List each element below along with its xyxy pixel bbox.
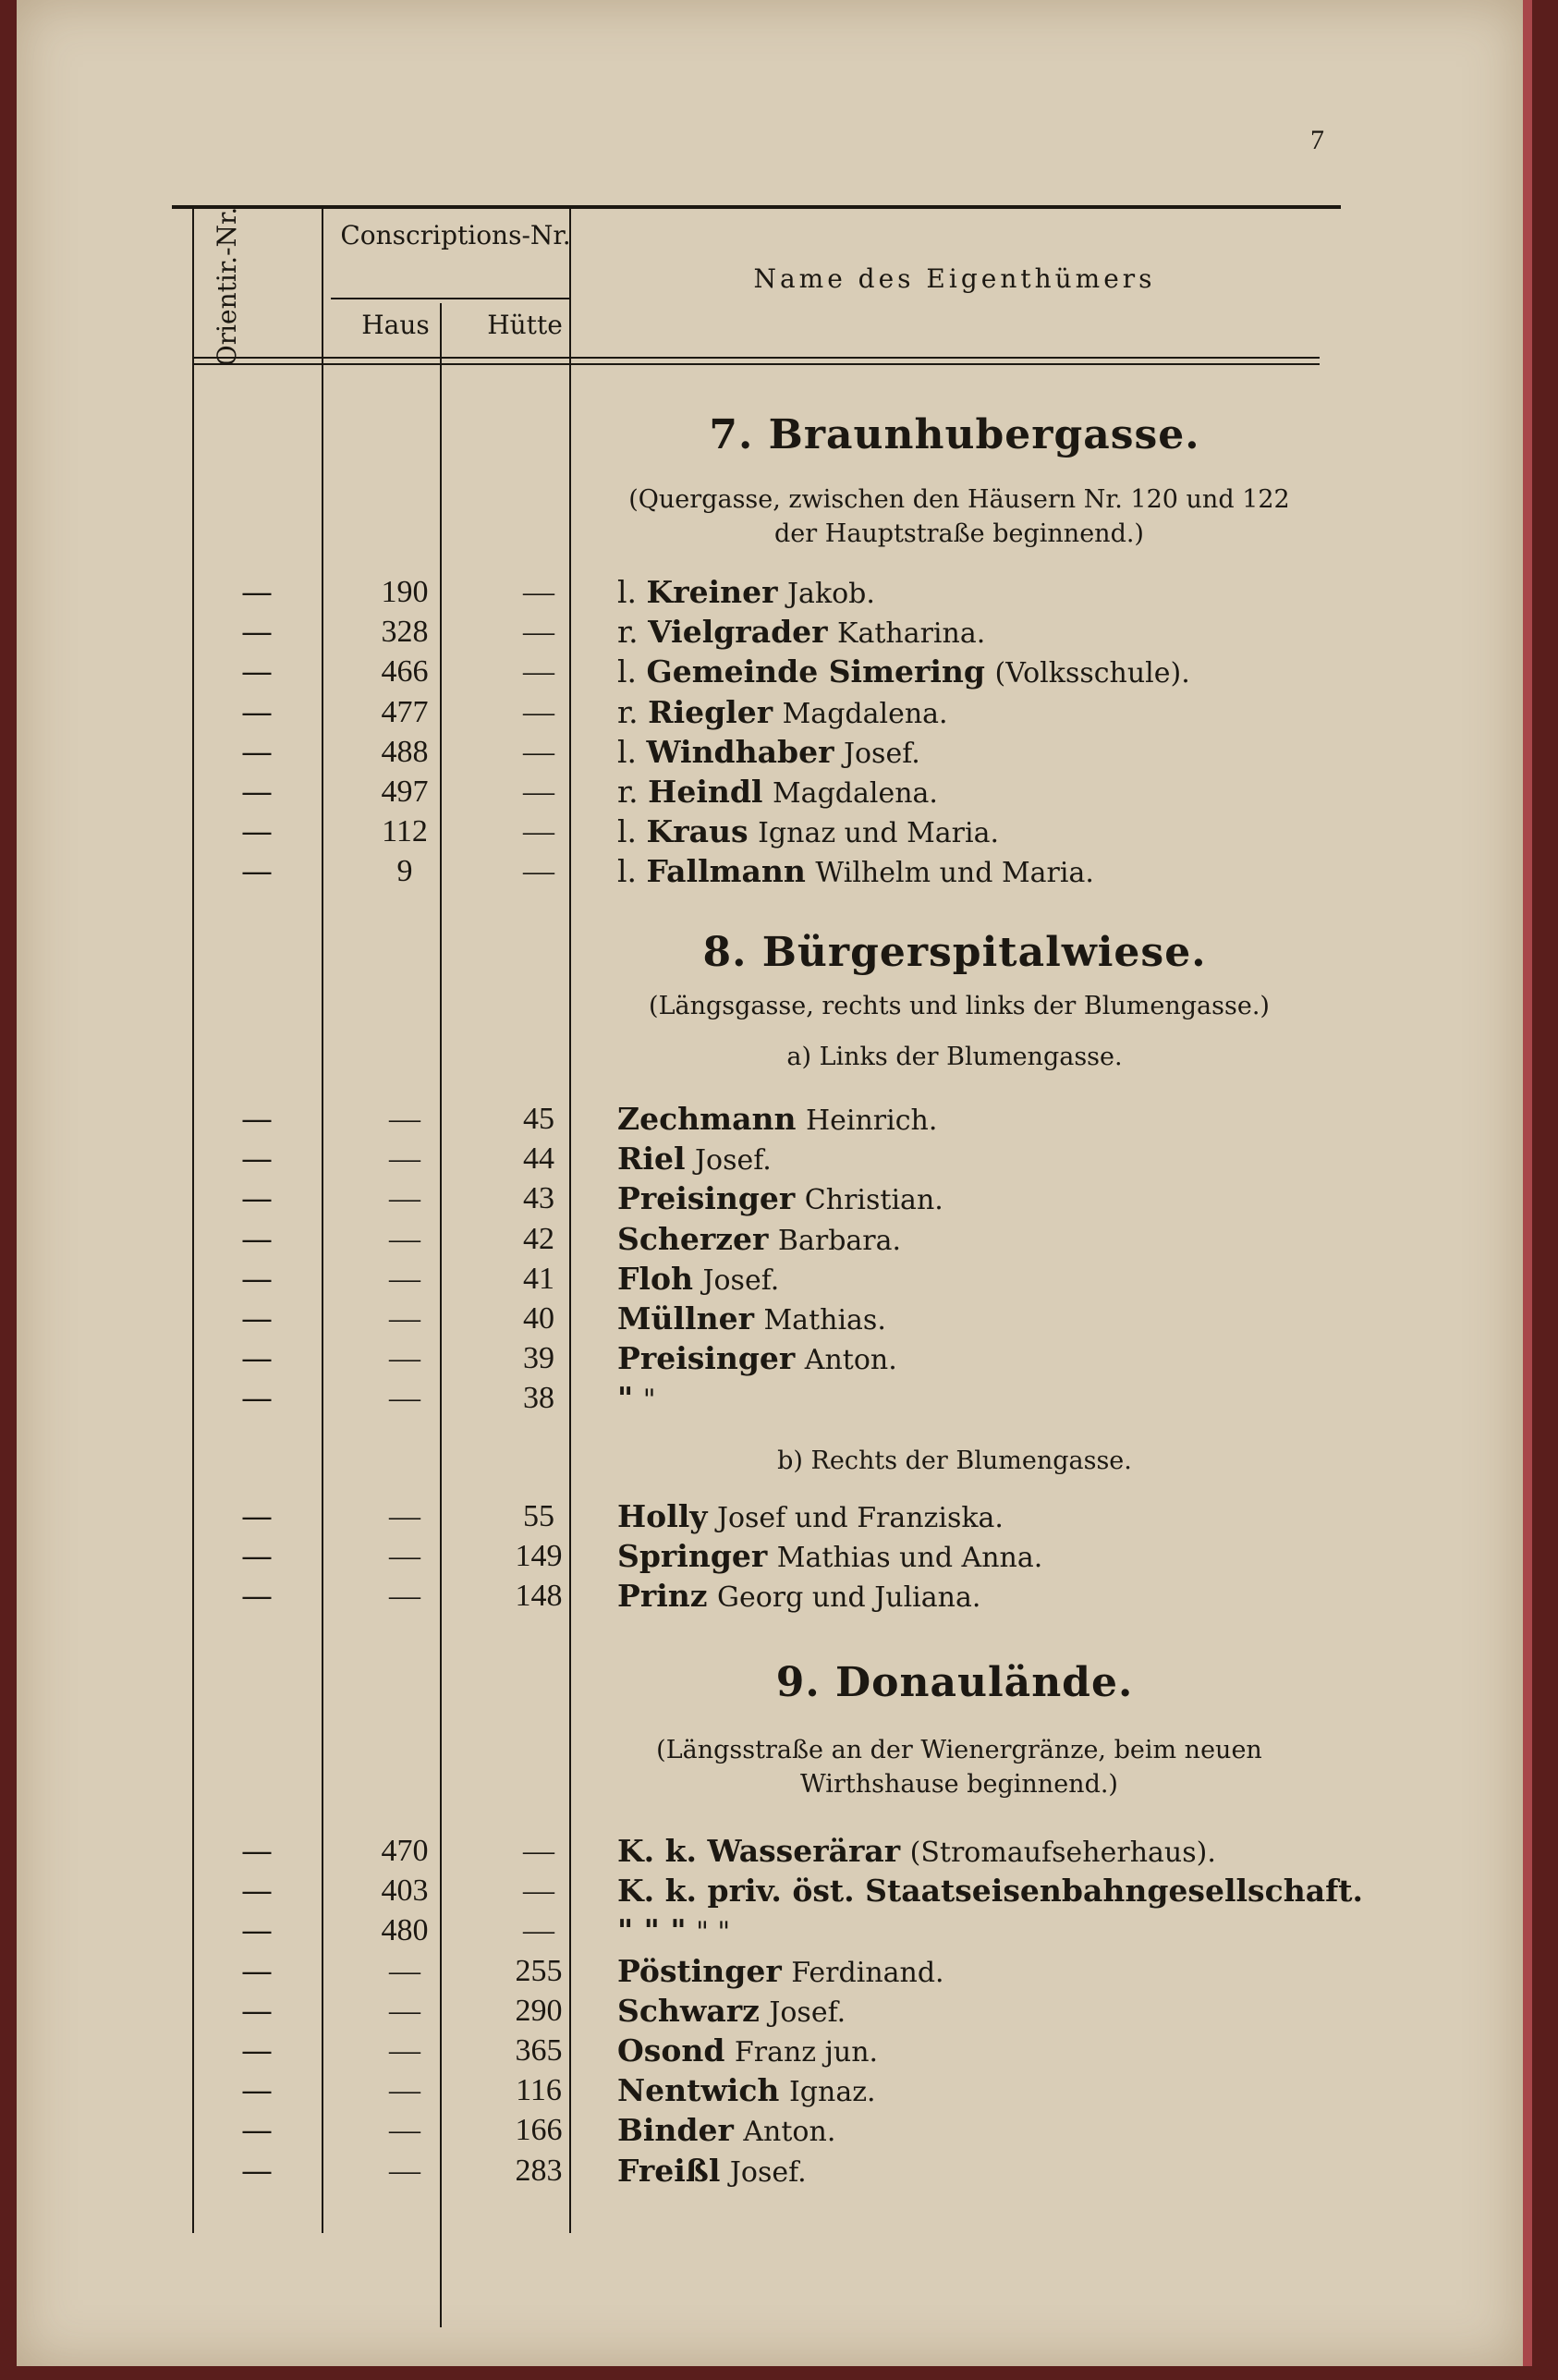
owner-first-name: Magdalena. [782,697,948,730]
owner-name-cell [617,733,1338,774]
table-row [192,1179,1338,1218]
owner-surname: Pöstinger [617,1952,782,1989]
orientation-cell: — [241,1833,273,1870]
conscription-subrule [331,298,569,299]
haus-cell: 497 [381,775,429,809]
orientation-cell: — [241,1180,273,1218]
huette-cell: — [523,1834,554,1868]
owner-name-cell [617,653,1338,693]
owner-name-cell [617,2071,1338,2112]
sub-heading: a) Links der Blumengasse. [786,1043,1123,1071]
table-row [192,1140,1338,1178]
side-marker: r. [617,614,649,651]
owner-first-name: (Volksschule). [994,657,1190,690]
table-row [192,1379,1338,1418]
owner-name-cell [617,1379,1338,1420]
owner-surname: Preisinger [617,1340,796,1377]
table-row [192,1100,1338,1139]
huette-cell: 255 [515,1953,563,1988]
owner-first-name: " [642,1384,656,1417]
owner-surname: Heindl [648,774,763,810]
owner-surname: Holly [617,1498,708,1534]
owner-surname: Kreiner [646,574,778,610]
huette-cell: — [523,814,554,849]
owner-name-cell [617,1537,1338,1578]
owner-first-name: Heinrich. [805,1105,938,1137]
haus-cell: 477 [381,694,429,729]
owner-first-name: Josef. [843,737,920,770]
table-row [192,693,1338,732]
haus-cell: — [389,1953,420,1988]
header-haus: Haus [361,310,430,340]
huette-cell: 55 [523,1499,554,1533]
table-row [192,1220,1338,1259]
owner-surname: Riel [617,1141,686,1178]
huette-cell: 43 [523,1181,554,1216]
table-top-rule [172,205,1341,209]
orientation-cell: — [241,1220,273,1258]
huette-cell: 290 [515,1993,563,2028]
orientation-cell: — [241,614,273,652]
table-row [192,2111,1338,2150]
huette-cell: — [523,694,554,729]
owner-first-name: Josef. [729,2155,807,2189]
table-row [192,1339,1338,1378]
owner-surname: Springer [617,1538,768,1575]
table-row [192,1832,1338,1871]
owner-first-name: " " [696,1916,731,1949]
table-row [192,1537,1338,1576]
orientation-cell: — [241,2032,273,2069]
haus-cell: — [389,1181,420,1216]
owner-name-cell [617,1872,1364,1912]
owner-name-cell [617,1952,1338,1993]
haus-cell: 190 [381,575,429,609]
owner-first-name: Barbara. [777,1224,902,1257]
table-row [192,852,1338,891]
owner-name-cell [617,2032,1338,2072]
owner-surname: Kraus [646,813,749,850]
side-marker: l. [617,574,647,610]
section-note: (Längsgasse, rechts und links der Blumengasse.) [649,992,1270,1020]
owner-name-cell [617,2111,1338,2152]
table-row [192,733,1338,772]
orientation-cell: — [241,853,273,891]
header-huette: Hütte [487,310,563,340]
owner-name-cell [617,1100,1338,1141]
header-rule-double [192,363,1320,365]
huette-cell: 365 [515,2033,563,2068]
owner-first-name: Anton. [743,2116,836,2149]
owner-name-cell [617,1300,1338,1340]
orientation-cell: — [241,653,273,691]
orientation-cell: — [241,1300,273,1337]
owner-surname: " " " [617,1912,687,1949]
huette-cell: — [523,854,554,889]
owner-surname: Binder [617,2112,734,2149]
owner-name-cell [617,1577,1338,1617]
side-marker: r. [617,774,649,810]
owner-surname: Vielgrader [648,614,828,651]
owner-first-name: Ignaz und Maria. [758,817,1000,850]
haus-cell: 488 [381,734,429,769]
section-title: 9. Donaulände. [775,1659,1134,1706]
owner-first-name: Katharina. [837,617,986,651]
haus-cell: — [389,2153,420,2188]
owner-surname: Schwarz [617,1992,760,2029]
orientation-cell: — [241,1578,273,1616]
table-row [192,1872,1364,1910]
owner-surname: Zechmann [617,1101,797,1137]
huette-cell: 45 [523,1102,554,1136]
section-note: (Längsstraße an der Wienergränze, beim neuen Wirthshause beginnend.) [656,1736,1262,1799]
owner-name-cell [617,1140,1338,1180]
owner-name-cell [617,1339,1338,1380]
orientation-cell: — [241,574,273,611]
haus-cell: 328 [381,615,429,650]
huette-cell: 116 [516,2073,562,2108]
huette-cell: — [523,1913,554,1948]
huette-cell: — [523,775,554,809]
haus-cell: 112 [382,814,428,849]
table-row [192,573,1338,612]
orientation-cell: — [241,1141,273,1178]
haus-cell: 9 [396,854,413,889]
orientation-cell: — [241,693,273,731]
huette-cell: 149 [515,1539,563,1574]
huette-cell: 148 [515,1579,563,1614]
huette-cell: — [523,654,554,690]
haus-cell: — [389,1102,420,1136]
owner-surname: Fallmann [646,853,806,890]
table-row [192,2071,1338,2110]
orientation-cell: — [241,1340,273,1378]
table-row [192,613,1338,652]
huette-cell: 40 [523,1301,554,1336]
huette-cell: 44 [523,1141,554,1177]
owner-name-cell [617,1832,1338,1873]
owner-name-cell [617,852,1338,893]
haus-cell: — [389,1221,420,1256]
table-row [192,1300,1338,1338]
owner-name-cell [617,1497,1338,1538]
owner-first-name: Franz jun. [734,2036,879,2069]
owner-surname: Nentwich [617,2072,780,2109]
orientation-cell: — [241,1873,273,1910]
table-row [192,1952,1338,1991]
owner-first-name: Ignaz. [788,2076,876,2109]
owner-first-name: Jakob. [787,578,875,610]
owner-surname: K. k. priv. öst. Staatseisenbahngesellschaft. [617,1873,1364,1910]
owner-surname: K. k. Wasserärar [617,1833,901,1869]
owner-first-name: Josef. [695,1144,772,1178]
owner-first-name: (Stromaufseherhaus). [909,1837,1216,1869]
orientation-cell: — [241,2072,273,2110]
owner-surname: " [617,1380,634,1417]
orientation-cell: — [241,1498,273,1535]
owner-first-name: Georg und Juliana. [716,1581,981,1615]
side-marker: l. [617,653,647,690]
haus-cell: — [389,1301,420,1336]
section-note: (Quergasse, zwischen den Häusern Nr. 120 und 122 der Hauptstraße beginnend.) [628,485,1290,548]
huette-cell: — [523,1873,554,1909]
orientation-cell: — [241,1101,273,1138]
haus-cell: — [389,2113,420,2148]
haus-cell: 480 [381,1913,429,1948]
table-row [192,812,1338,851]
owner-surname: Müllner [617,1300,754,1336]
owner-surname: Windhaber [646,733,834,770]
orientation-cell: — [241,774,273,811]
owner-first-name: Josef. [702,1263,780,1297]
owner-surname: Floh [617,1260,693,1297]
table-row [192,2032,1338,2070]
owner-first-name: Magdalena. [772,777,938,810]
haus-cell: — [389,1261,420,1296]
owner-name-cell [617,2152,1338,2192]
orientation-cell: — [241,1538,273,1576]
table-row [192,1992,1338,2031]
orientation-cell: — [241,2152,273,2190]
page [17,0,1532,2366]
header-conscription-no: Conscriptions-Nr. [340,220,571,250]
owner-first-name: Josef. [769,1996,846,2029]
owner-name-cell [617,573,1338,614]
haus-cell: — [389,2073,420,2108]
table-row [192,1911,1338,1950]
owner-first-name: Ferdinand. [791,1956,944,1989]
huette-cell: 42 [523,1221,554,1256]
owner-surname: Prinz [617,1578,708,1615]
haus-cell: — [389,1341,420,1376]
owner-surname: Gemeinde Simering [646,653,985,690]
page-number: 7 [1310,125,1324,155]
haus-cell: 466 [381,654,429,690]
owner-surname: Osond [617,2032,725,2069]
header-rule [192,357,1320,359]
table-row [192,1577,1338,1616]
owner-surname: Scherzer [617,1220,769,1257]
sub-heading: b) Rechts der Blumengasse. [777,1446,1132,1475]
owner-name-cell [617,1220,1338,1261]
owner-name-cell [617,1260,1338,1300]
owner-name-cell [617,773,1338,813]
orientation-cell: — [241,1380,273,1418]
huette-cell: — [523,734,554,769]
side-marker: l. [617,853,647,890]
section-title: 7. Braunhubergasse. [709,411,1200,458]
huette-cell: — [523,615,554,650]
owner-first-name: Christian. [804,1184,943,1217]
owner-first-name: Josef und Franziska. [716,1502,1004,1534]
orientation-cell: — [241,2112,273,2150]
table-row [192,773,1338,812]
section-title: 8. Bürgerspitalwiese. [702,929,1207,976]
table-row [192,653,1338,691]
haus-cell: — [389,1499,420,1533]
haus-cell: — [389,1579,420,1614]
haus-cell: — [389,2033,420,2068]
orientation-cell: — [241,813,273,851]
haus-cell: — [389,1539,420,1574]
owner-name-cell [617,1911,1338,1952]
owner-surname: Preisinger [617,1180,796,1217]
orientation-cell: — [241,1260,273,1298]
owner-name-cell [617,613,1338,653]
header-orientation-no: Orientir.-Nr. [212,206,242,367]
table-row [192,1497,1338,1536]
haus-cell: 470 [381,1834,429,1868]
huette-cell: 166 [515,2113,563,2148]
owner-name-cell [617,1179,1338,1220]
orientation-cell: — [241,733,273,771]
owner-first-name: Wilhelm und Maria. [815,857,1094,890]
owner-first-name: Mathias und Anna. [776,1542,1043,1575]
huette-cell: 39 [523,1341,554,1376]
huette-cell: 38 [523,1381,554,1416]
huette-cell: 41 [523,1261,554,1296]
owner-first-name: Mathias. [763,1304,886,1336]
orientation-cell: — [241,1952,273,1990]
orientation-cell: — [241,1992,273,2030]
table-row [192,2152,1338,2191]
owner-name-cell [617,812,1338,853]
owner-surname: Riegler [648,693,773,730]
header-owner-name: Name des Eigenthümers [753,263,1156,294]
huette-cell: — [523,575,554,609]
owner-name-cell [617,1992,1338,2032]
haus-cell: 403 [381,1873,429,1909]
table-row [192,1260,1338,1299]
huette-cell: 283 [515,2153,563,2188]
owner-name-cell [617,693,1338,734]
haus-cell: — [389,1141,420,1177]
side-marker: l. [617,813,647,850]
haus-cell: — [389,1381,420,1416]
side-marker: l. [617,733,647,770]
owner-first-name: Anton. [804,1344,897,1377]
haus-cell: — [389,1993,420,2028]
orientation-cell: — [241,1912,273,1950]
owner-surname: Freißl [617,2152,721,2189]
side-marker: r. [617,693,649,730]
